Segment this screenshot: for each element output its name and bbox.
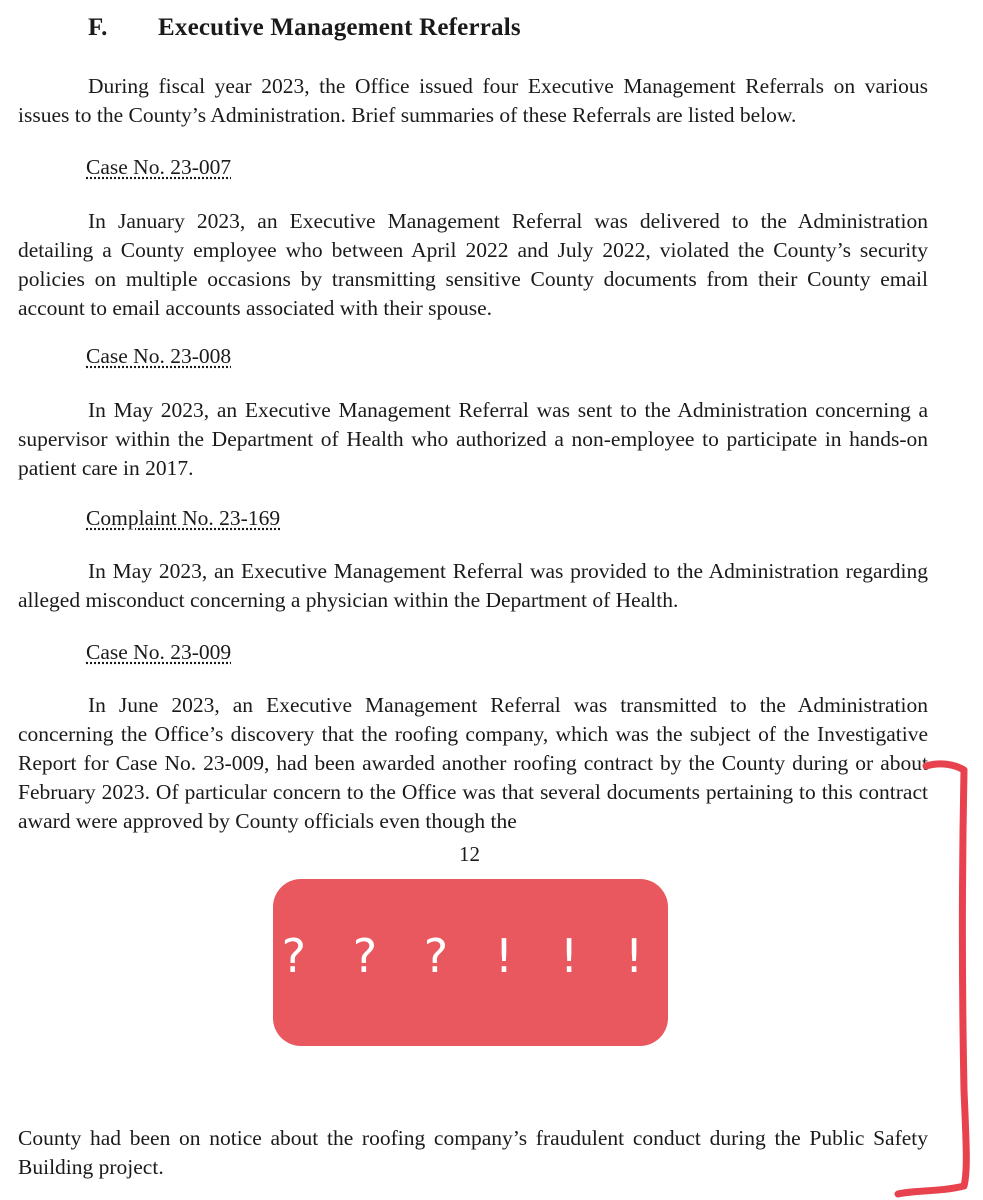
case-text-23-007: In January 2023, an Executive Management Referral was delivered to the Administration detailing a County employee who between April 2022 and July 2022, violated the County’s security policies on multiple occasions by transmitting sensitive County documents from their County email account to email accounts associated with their spouse. (18, 209, 928, 320)
sticker-text: ? ? ? ! ! ! (281, 929, 660, 983)
case-text-23-008: In May 2023, an Executive Management Referral was sent to the Administration concerning a supervisor within the Department of Health who authorized a non-employee to participate in hands-on patient care in 2017. (18, 398, 928, 480)
page-number: 12 (459, 842, 480, 866)
complaint-label-23-169: Complaint No. 23-169 (86, 506, 281, 530)
intro-paragraph: During fiscal year 2023, the Office issued four Executive Management Referrals on various issues to the County’s Administration. Brief summaries of these Referrals are listed below. (18, 74, 928, 127)
complaint-text-23-169: In May 2023, an Executive Management Referral was provided to the Administration regarding alleged misconduct concerning a physician within the Department of Health. (18, 559, 928, 612)
annotation-sticker (273, 879, 668, 1046)
section-letter: F. (88, 14, 108, 41)
section-heading (88, 14, 521, 42)
case-label-23-008: Case No. 23-008 (86, 344, 232, 368)
case-label-23-009: Case No. 23-009 (86, 640, 232, 664)
case-label-23-007: Case No. 23-007 (86, 155, 232, 179)
section-title: Executive Management Referrals (158, 14, 521, 41)
continuation-paragraph: County had been on notice about the roofing company’s fraudulent conduct during the Public Safety Building project. (18, 1126, 928, 1179)
case-text-23-009: In June 2023, an Executive Management Referral was transmitted to the Administration concerning the Office’s discovery that the roofing company, which was the subject of the Investigative Report for Case No. 23-009, had been awarded another roofing contract by the County during or about February 2023. Of particular concern to the Office was that several documents pertaining to this contract award were approved by County officials even though the (18, 693, 928, 833)
